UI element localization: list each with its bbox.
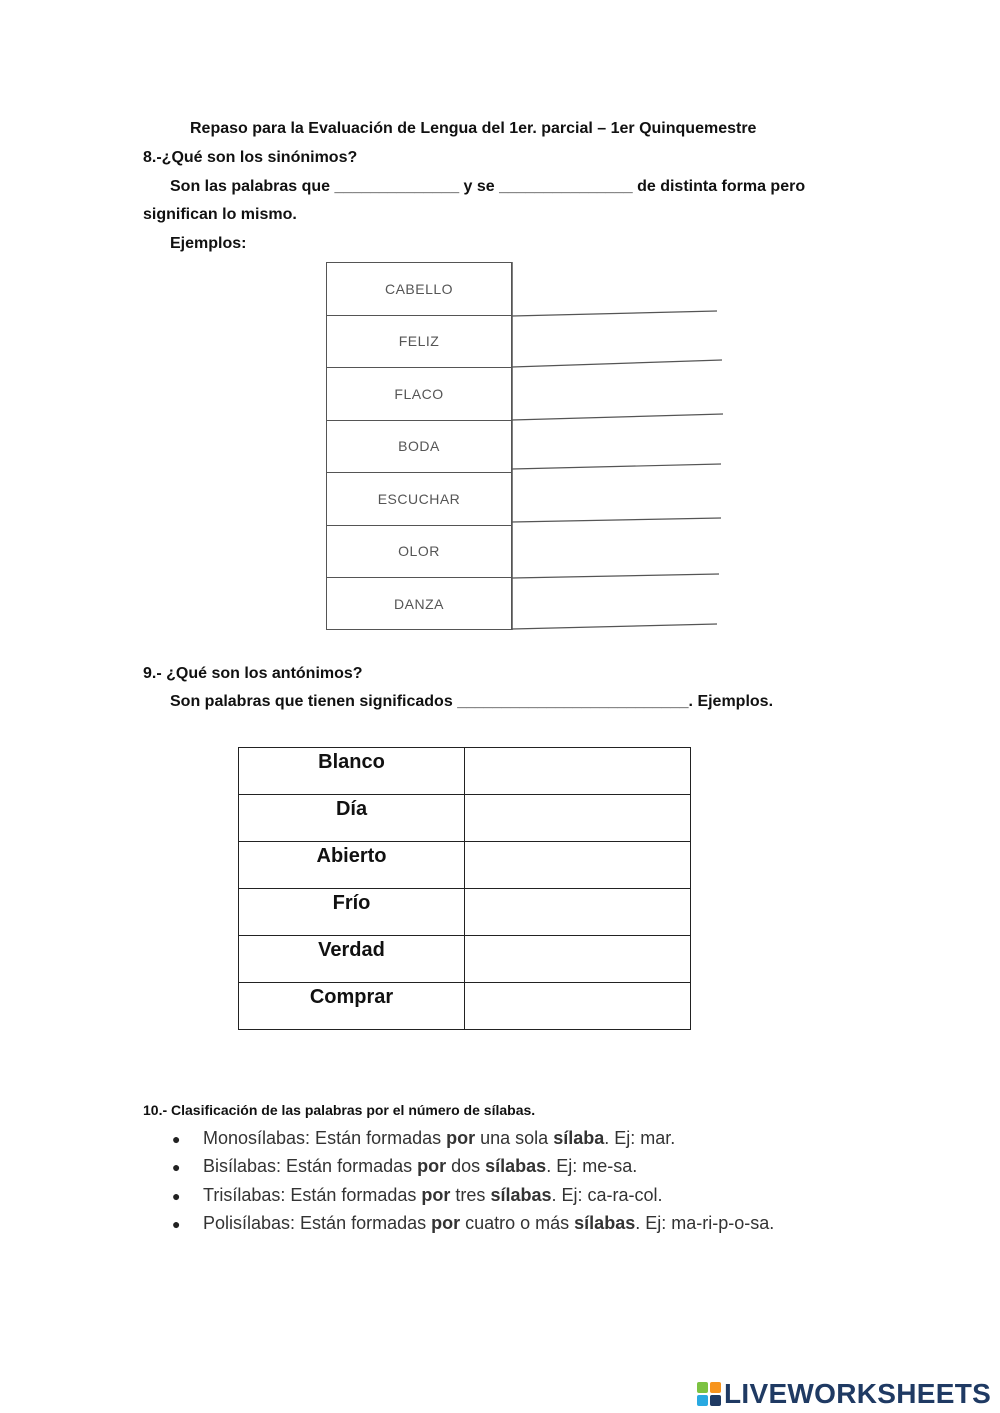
question-10-title: 10.- Clasificación de las palabras por el número de sílabas.	[143, 1102, 536, 1118]
antonym-answer-cell[interactable]	[465, 842, 691, 889]
item-bold-text: sílabas	[574, 1212, 636, 1233]
item-text: Trisílabas: Están formadas	[203, 1184, 422, 1205]
item-text: Polisílabas: Están formadas	[203, 1212, 432, 1233]
antonym-answer-cell[interactable]	[465, 795, 691, 842]
question-8-definition-line2: significan lo mismo.	[143, 206, 297, 223]
question-9-title: 9.- ¿Qué son los antónimos?	[143, 665, 363, 682]
synonym-answer-line[interactable]	[512, 360, 722, 367]
synonym-answer-line[interactable]	[512, 574, 719, 578]
item-bold-text: por	[417, 1156, 447, 1177]
list-item	[172, 1152, 774, 1180]
table-row	[239, 983, 691, 1030]
antonyms-table	[238, 747, 691, 1030]
q8-blank-1[interactable]: ______________	[334, 178, 460, 195]
antonym-word-cell	[239, 795, 465, 842]
item-bold-text: por	[446, 1128, 476, 1148]
antonym-word-cell	[239, 842, 465, 889]
antonym-answer-cell[interactable]	[465, 936, 691, 983]
bullet-icon: ●	[172, 1159, 181, 1176]
item-text: cuatro o más	[460, 1212, 575, 1233]
item-text: dos	[446, 1156, 486, 1177]
list-item	[172, 1181, 774, 1209]
table-row	[239, 936, 691, 983]
item-text: . Ej: ca-ra-col.	[551, 1184, 663, 1205]
antonym-answer-cell[interactable]	[465, 983, 691, 1030]
item-bold-text: sílabas	[490, 1184, 552, 1205]
synonym-answer-line[interactable]	[512, 518, 721, 522]
item-bold-text: sílabas	[485, 1156, 547, 1177]
list-item	[172, 1124, 774, 1152]
list-item	[172, 1209, 774, 1237]
question-9-definition	[170, 693, 773, 711]
synonym-word-cell: BODA	[327, 421, 511, 474]
item-text: . Ej: ma-ri-p-o-sa.	[635, 1212, 775, 1233]
item-bold-text: sílaba	[553, 1128, 605, 1148]
synonym-answer-line[interactable]	[512, 414, 723, 420]
antonym-word: Verdad	[318, 939, 385, 961]
antonym-word: Blanco	[318, 751, 385, 773]
logo-text: LIVEWORKSHEETS	[724, 1378, 992, 1409]
q8-text-3: de distinta forma pero	[637, 178, 806, 195]
item-bold-text: por	[431, 1212, 461, 1233]
synonyms-table	[326, 262, 512, 630]
item-text: . Ej: me-sa.	[546, 1156, 638, 1177]
antonym-word-cell	[239, 748, 465, 795]
question-8-examples-label: Ejemplos:	[170, 235, 247, 252]
item-text: Monosílabas: Están formadas	[203, 1128, 447, 1148]
table-row	[239, 748, 691, 795]
synonym-answer-line[interactable]	[512, 311, 717, 316]
table-row	[239, 795, 691, 842]
antonym-word: Comprar	[309, 986, 394, 1008]
question-8-definition-line1	[170, 178, 805, 196]
synonym-word-cell: OLOR	[327, 526, 511, 579]
q9-blank[interactable]: __________________________	[457, 693, 689, 710]
bullet-icon: ●	[172, 1187, 181, 1204]
document-title: Repaso para la Evaluación de Lengua del 1er. parcial – 1er Quinquemestre	[190, 120, 757, 137]
table-row	[239, 842, 691, 889]
q8-text-1: Son las palabras que	[170, 178, 331, 195]
item-text: tres	[450, 1184, 491, 1205]
antonym-answer-cell[interactable]	[465, 748, 691, 795]
antonym-word-cell	[239, 889, 465, 936]
table-row	[239, 889, 691, 936]
antonym-word-cell	[239, 936, 465, 983]
antonym-word: Frío	[332, 892, 371, 914]
q9-text-1: Son palabras que tienen significados	[170, 693, 453, 710]
synonym-word-cell: ESCUCHAR	[327, 473, 511, 526]
synonym-word-cell: FLACO	[327, 368, 511, 421]
synonym-word-cell: FELIZ	[327, 316, 511, 369]
liveworksheets-logo	[697, 1378, 991, 1410]
q9-text-2: . Ejemplos.	[688, 693, 774, 710]
synonym-answer-line[interactable]	[512, 624, 717, 629]
synonym-word-cell: DANZA	[394, 596, 444, 613]
item-bold-text: por	[421, 1184, 451, 1205]
liveworksheets-logo-icon	[697, 1382, 721, 1406]
synonym-word-cell: CABELLO	[327, 263, 511, 316]
antonym-word: Día	[335, 798, 368, 820]
item-text: una sola	[475, 1128, 554, 1148]
syllable-classification-list	[172, 1124, 774, 1237]
antonym-word-cell	[239, 983, 465, 1030]
item-text: . Ej: mar.	[604, 1128, 676, 1148]
question-8-title: 8.-¿Qué son los sinónimos?	[143, 149, 358, 166]
q8-text-2: y se	[463, 178, 495, 195]
item-text: Bisílabas: Están formadas	[203, 1156, 418, 1177]
bullet-icon: ●	[172, 1215, 181, 1232]
q8-blank-2[interactable]: _______________	[499, 178, 633, 195]
antonym-answer-cell[interactable]	[465, 889, 691, 936]
synonym-answer-line[interactable]	[512, 464, 721, 469]
antonym-word: Abierto	[316, 845, 387, 867]
bullet-icon: ●	[172, 1131, 181, 1147]
